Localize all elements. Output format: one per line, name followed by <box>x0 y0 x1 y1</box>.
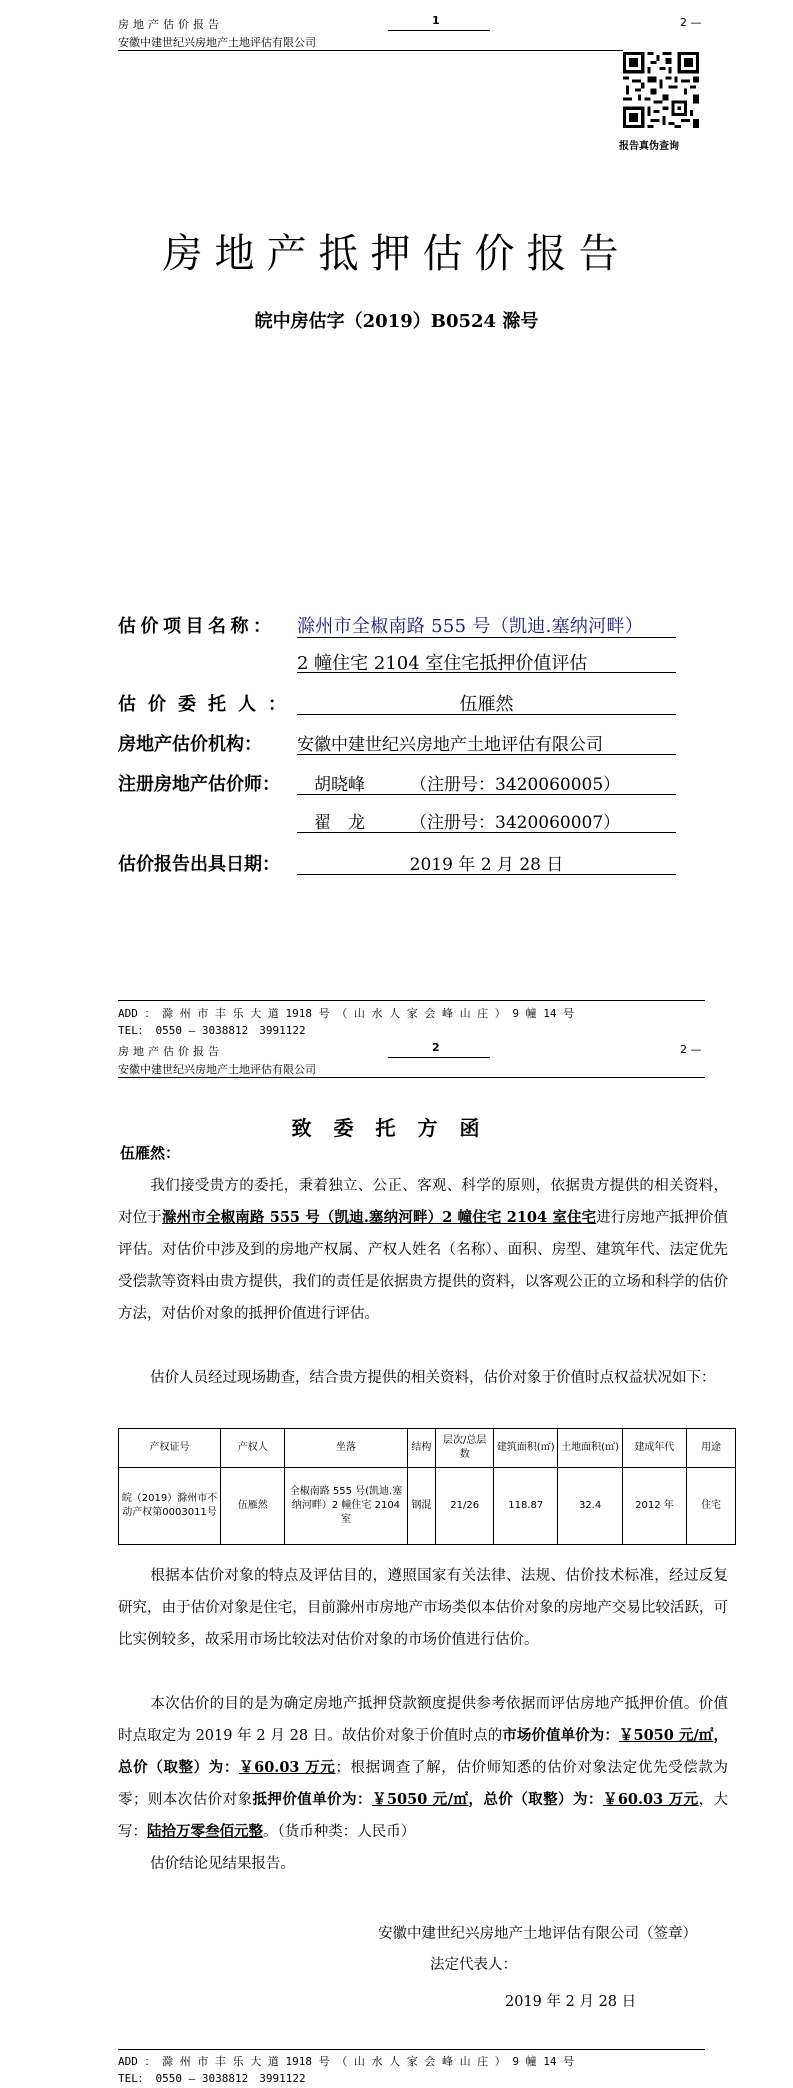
table-cell: 32.4 <box>558 1468 622 1545</box>
table-header-cell: 坐落 <box>285 1429 407 1468</box>
property-table <box>118 1428 736 1545</box>
table-cell: 118.87 <box>494 1468 558 1545</box>
appraiser-1-name: 胡晓峰 <box>314 775 365 795</box>
p1-text-a: 我们接受贵方的委托，秉着独立、公正、客观、科学的原则，依据贵方提供的相关资料，对位于 <box>118 1178 728 1226</box>
paragraph-2 <box>118 1362 728 1394</box>
paragraph-5 <box>118 1848 728 1880</box>
footer-rule <box>118 1000 705 1001</box>
agency-rule <box>297 754 676 755</box>
p4-text-m: 。（货币种类：人民币） <box>263 1824 416 1840</box>
table-cell: 伍雁然 <box>221 1468 285 1545</box>
appraiser-2-reg: （注册号：3420060007） <box>410 813 621 833</box>
header-number-rule <box>388 30 490 31</box>
p4-mortgage-total-label: ，总价（取整）为： <box>468 1791 603 1808</box>
table-header-cell: 产权人 <box>221 1429 285 1468</box>
p4-market-label: 市场价值单价为： <box>502 1727 619 1744</box>
footer-tel: TEL： 0550 — 3038812 3991122 <box>118 2072 306 2085</box>
p4-text-k: ，大写： <box>118 1792 729 1840</box>
signature-company: 安徽中建世纪兴房地产土地评估有限公司（签章） <box>378 1926 697 1942</box>
table-cell: 钢混 <box>407 1468 436 1545</box>
footer-address: ADD ： 滁 州 市 丰 乐 大 道 1918 号 （ 山 水 人 家 会 峰 山 庄 ） 9 幢 14 号 <box>118 2055 575 2068</box>
header-title: 房地产估价报告 <box>118 18 223 31</box>
project-value-line1: 滁州市全椒南路 555 号（凯迪.塞纳河畔） <box>297 616 644 637</box>
p1-address: 滁州市全椒南路 555 号（凯迪.塞纳河畔）2 幢住宅 2104 室住宅 <box>161 1209 597 1226</box>
p4-mortgage-unit-price: ￥5050 元/㎡ <box>372 1791 469 1808</box>
appraiser-2-rule <box>297 832 676 833</box>
p4-text-f: ；根据调查了解，估价师知悉的估价对象法定优先受偿款为零；则本次估价对象 <box>118 1760 729 1808</box>
p4-market-total: ￥60.03 万元 <box>238 1759 336 1776</box>
appraiser-1-reg: （注册号：3420060005） <box>410 775 621 795</box>
date-value: 2019 年 2 月 28 日 <box>409 855 564 875</box>
p4-text-a: 本次估价的目的是为确定房地产抵押贷款额度提供参考依据而评估房地产抵押价值。价值时点取定为 2019 年 2 月 28 日。故估价对象于价值时点的 <box>118 1696 728 1744</box>
header-page-total: 2 — <box>680 1043 702 1056</box>
appraiser-1-rule <box>297 794 676 795</box>
table-header-cell: 结构 <box>407 1429 436 1468</box>
table-header-cell: 土地面积(㎡) <box>558 1429 622 1468</box>
project-value-line2: 2 幢住宅 2104 室住宅抵押价值评估 <box>297 653 588 674</box>
table-header-cell: 建筑面积(㎡) <box>494 1429 558 1468</box>
p4-market-unit-price: ￥5050 元/㎡ <box>618 1727 714 1744</box>
project-line1-rule <box>297 637 676 638</box>
p4-mortgage-total: ￥60.03 万元 <box>602 1791 699 1808</box>
qr-code-icon <box>623 52 699 128</box>
signature-representative: 法定代表人： <box>430 1957 517 1973</box>
header-company: 安徽中建世纪兴房地产土地评估有限公司 <box>118 36 316 49</box>
qr-caption: 报告真伪查询 <box>619 141 679 152</box>
header-page-total: 2 — <box>680 16 702 29</box>
signature-date: 2019 年 2 月 28 日 <box>505 1994 637 2010</box>
footer-address: ADD ： 滁 州 市 丰 乐 大 道 1918 号 （ 山 水 人 家 会 峰 山 庄 ） 9 幢 14 号 <box>118 1007 575 1020</box>
report-main-title: 房地产抵押估价报告 <box>162 231 631 277</box>
client-rule <box>297 714 676 715</box>
p4-mortgage-label: 抵押价值单价为： <box>252 1791 372 1808</box>
agency-value: 安徽中建世纪兴房地产土地评估有限公司 <box>297 735 603 755</box>
project-line2-rule <box>297 672 676 673</box>
agency-label: 房地产估价机构： <box>118 734 262 755</box>
header-page-number: 1 <box>432 14 440 27</box>
paragraph-3 <box>118 1560 728 1656</box>
footer-tel: TEL： 0550 — 3038812 3991122 <box>118 1024 306 1037</box>
table-header-cell: 用途 <box>687 1429 736 1468</box>
table-cell: 住宅 <box>687 1468 736 1545</box>
paragraph-4 <box>118 1688 728 1848</box>
project-label: 估价项目名称： <box>118 616 276 637</box>
p3-text: 根据本估价对象的特点及评估目的，遵照国家有关法律、法规、估价技术标准，经过反复研究，由于估价对象是住宅，目前滁州市房地产市场类似本估价对象的房地产交易比较活跃，可比实例较多，故采用市场比较法对估价对象的市场价值进行估价。 <box>118 1568 728 1648</box>
table-cell: 全椒南路 555 号(凯迪.塞纳河畔）2 幢住宅 2104 室 <box>285 1468 407 1545</box>
paragraph-1 <box>118 1170 728 1330</box>
table-cell: 21/26 <box>436 1468 494 1545</box>
table-header-cell: 层次/总层数 <box>436 1429 494 1468</box>
table-cell: 皖（2019）滁州市不动产权第0003011号 <box>119 1468 221 1545</box>
appraiser-2-name: 翟 龙 <box>314 813 365 833</box>
p5-text: 估价结论见结果报告。 <box>150 1856 295 1872</box>
salutation: 伍雁然： <box>120 1144 181 1162</box>
letter-title: 致委托方函 <box>291 1116 502 1140</box>
header-rule <box>118 1077 705 1078</box>
p2-text: 估价人员经过现场勘查，结合贵方提供的相关资料，估价对象于价值时点权益状况如下： <box>150 1370 716 1386</box>
date-label: 估价报告出具日期： <box>118 854 280 875</box>
report-doc-number: 皖中房估字（2019）B0524 滁号 <box>254 311 539 332</box>
client-label: 估价委托人： <box>118 694 298 715</box>
date-rule <box>297 874 676 875</box>
client-value: 伍雁然 <box>459 694 514 715</box>
p4-amount-in-words: 陆拾万零叁佰元整 <box>147 1823 263 1840</box>
header-page-number: 2 <box>432 1041 440 1054</box>
table-header-cell: 产权证号 <box>119 1429 221 1468</box>
footer-rule <box>118 2049 705 2050</box>
header-company: 安徽中建世纪兴房地产土地评估有限公司 <box>118 1063 316 1076</box>
table-row <box>119 1468 736 1545</box>
table-header-cell: 建成年代 <box>622 1429 686 1468</box>
table-header-row <box>119 1429 736 1468</box>
header-number-rule <box>388 1057 490 1058</box>
appraiser-label: 注册房地产估价师： <box>118 774 280 795</box>
p1-text-b: 进行房地产抵押价值评估。对估价中涉及到的房地产权属、产权人姓名（名称）、面积、房型、建筑年代、法定优先受偿款等资料由贵方提供，我们的责任是依据贵方提供的资料，以客观公正的立场和科学的估价方法，对估价对象的抵押价值进行评估。 <box>118 1210 729 1322</box>
p4-market-total-label: ，总价（取整）为： <box>118 1727 729 1776</box>
header-rule <box>118 50 623 51</box>
table-cell: 2012 年 <box>622 1468 686 1545</box>
header-title: 房地产估价报告 <box>118 1045 223 1058</box>
